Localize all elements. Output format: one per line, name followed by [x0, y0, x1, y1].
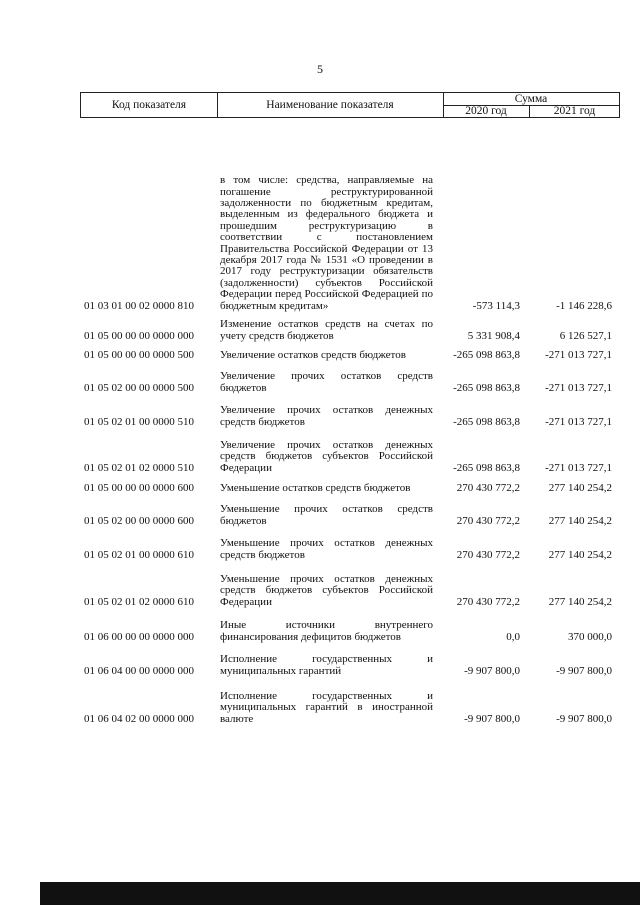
row-name: Уменьшение остатков средств бюджетов: [220, 481, 411, 494]
table-row: [0, 650, 640, 677]
table-row: [0, 500, 640, 527]
table-row: [0, 481, 640, 494]
row-value-2021: 277 140 254,2: [548, 548, 612, 561]
table-row: [0, 534, 640, 561]
row-value-2021: -271 013 727,1: [545, 461, 612, 474]
table-row: [0, 568, 640, 608]
row-name: Уменьшение прочих остатков денежных средств бюджетов: [220, 537, 433, 561]
page-number: 5: [317, 62, 323, 76]
table-row: [0, 348, 640, 361]
row-name: Изменение остатков средств на счетах по учету средств бюджетов: [220, 318, 433, 342]
row-value-2020: -265 098 863,8: [453, 348, 520, 361]
row-code: 01 05 00 00 00 0000 600: [84, 481, 194, 494]
row-value-2021: 370 000,0: [568, 630, 612, 643]
header-year-2021: 2021 год: [553, 105, 596, 117]
row-code: 01 05 02 01 00 0000 510: [84, 415, 194, 428]
row-code: 01 03 01 00 02 0000 810: [84, 299, 194, 312]
row-name: Увеличение прочих остатков денежных средств бюджетов субъектов Российской Федерации: [220, 438, 433, 474]
header-name: Наименование показателя: [217, 93, 444, 117]
table-row: [0, 317, 640, 342]
row-value-2021: 277 140 254,2: [548, 514, 612, 527]
row-code: 01 05 00 00 00 0000 000: [84, 329, 194, 342]
row-value-2020: -265 098 863,8: [453, 415, 520, 428]
header-code: Код показателя: [81, 93, 218, 117]
row-value-2020: 5 331 908,4: [467, 329, 520, 342]
row-code: 01 05 00 00 00 0000 500: [84, 348, 194, 361]
row-value-2020: -265 098 863,8: [453, 461, 520, 474]
row-value-2020: 270 430 772,2: [456, 514, 520, 527]
row-name: Исполнение государственных и муниципальных гарантий: [220, 653, 433, 677]
scan-edge-bar: [40, 882, 640, 905]
row-name: Увеличение прочих остатков денежных средств бюджетов: [220, 404, 433, 428]
row-value-2020: -265 098 863,8: [453, 381, 520, 394]
row-value-2020: -9 907 800,0: [464, 712, 520, 725]
row-name: Исполнение государственных и муниципальных гарантий в иностранной валюте: [220, 689, 433, 725]
header-sum: Сумма: [443, 93, 619, 106]
row-value-2021: -1 146 228,6: [556, 299, 612, 312]
table-row: [0, 615, 640, 643]
row-name: Уменьшение прочих остатков средств бюджетов: [220, 503, 433, 527]
table-row: [0, 124, 640, 312]
row-code: 01 06 04 02 00 0000 000: [84, 712, 194, 725]
row-code: 01 05 02 01 00 0000 610: [84, 548, 194, 561]
table-row: [0, 435, 640, 474]
row-name: Иные источники внутреннего финансирования дефицитов бюджетов: [220, 619, 433, 643]
row-value-2020: -573 114,3: [472, 299, 520, 312]
row-value-2020: 270 430 772,2: [456, 481, 520, 494]
row-code: 01 05 02 01 02 0000 610: [84, 595, 194, 608]
table-row: [0, 367, 640, 394]
row-value-2020: 270 430 772,2: [456, 595, 520, 608]
row-name: в том числе: средства, направляемые на погашение реструктурированной задолженности по бюджетным кредитам, выделенным из федерального бюджета и прошедшим реструктуризацию в соответствии с постановлением Правительства Российской Федерации от 13 декабря 2017 года № 1531 «О проведении в 2017 году реструктуризации обязательств (задолженности) субъектов Российской Федерации перед Российской Федерацией по бюджетным кредитам»: [220, 174, 433, 312]
row-value-2021: -9 907 800,0: [556, 712, 612, 725]
row-name: Увеличение прочих остатков средств бюджетов: [220, 370, 433, 394]
row-value-2020: -9 907 800,0: [464, 664, 520, 677]
row-value-2020: 270 430 772,2: [456, 548, 520, 561]
row-code: 01 05 02 00 00 0000 500: [84, 381, 194, 394]
table-row: [0, 401, 640, 428]
row-value-2020: 0,0: [506, 630, 520, 643]
row-value-2021: -271 013 727,1: [545, 348, 612, 361]
row-value-2021: -9 907 800,0: [556, 664, 612, 677]
row-code: 01 06 04 00 00 0000 000: [84, 664, 194, 677]
row-name: Увеличение остатков средств бюджетов: [220, 348, 406, 361]
row-value-2021: 6 126 527,1: [559, 329, 612, 342]
row-value-2021: -271 013 727,1: [545, 415, 612, 428]
table-row: [0, 685, 640, 725]
row-code: 01 06 00 00 00 0000 000: [84, 630, 194, 643]
row-name: Уменьшение прочих остатков денежных средств бюджетов субъектов Российской Федерации: [220, 572, 433, 608]
row-code: 01 05 02 00 00 0000 600: [84, 514, 194, 527]
row-value-2021: 277 140 254,2: [548, 481, 612, 494]
row-value-2021: 277 140 254,2: [548, 595, 612, 608]
row-code: 01 05 02 01 02 0000 510: [84, 461, 194, 474]
row-value-2021: -271 013 727,1: [545, 381, 612, 394]
table-header: [80, 92, 620, 118]
header-year-2020: 2020 год: [443, 105, 530, 117]
